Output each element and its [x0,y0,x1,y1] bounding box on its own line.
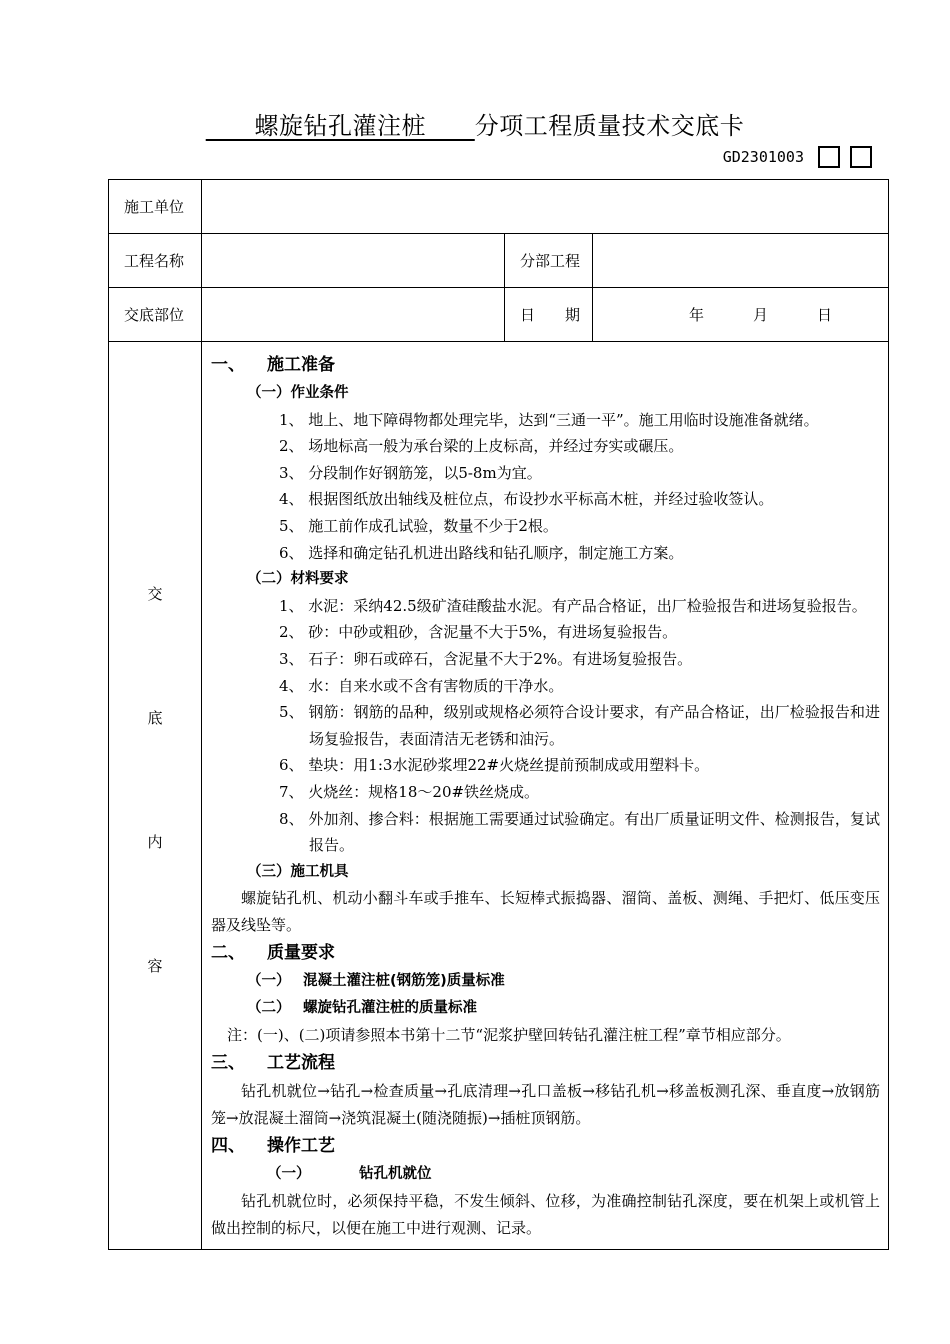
list-item: 4、 根据图纸放出轴线及桩位点，布设抄水平标高木桩，并经过验收签认。 [279,490,774,509]
list-item: 4、 水：自来水或不含有害物质的干净水。 [279,676,564,695]
list-item: 2、 场地标高一般为承台梁的上皮标高，并经过夯实或碾压。 [279,437,684,456]
list-item: 1、 水泥：采纳42.5级矿渣硅酸盐水泥。有产品合格证，出厂检验报告和进场复验报告。 [279,596,867,615]
subsection-heading: （二） 螺旋钻孔灌注桩的质量标准 [247,1000,477,1017]
subsection-heading: （一） 混凝土灌注桩(钢筋笼)质量标准 [247,973,505,990]
subproject-label: 分部工程 [505,234,593,288]
date-month: 月 [752,306,768,324]
subsection-heading: （一） 钻孔机就位 [267,1166,432,1183]
side-char: 内 [147,833,163,851]
list-item: 7、 火烧丝：规格18～20#铁丝烧成。 [279,782,540,801]
paragraph: 钻孔机就位时，必须保持平稳，不发生倾斜、位移，为准确控制钻孔深度，要在机架上或机管上做出控制的标尺，以便在施工中进行观测、记录。 [211,1192,881,1237]
subsection-heading: （三）施工机具 [247,863,349,880]
construction-unit-label: 施工单位 [109,180,202,234]
section-heading: 四、 操作工艺 [211,1136,335,1157]
list-item: 6、 选择和确定钻孔机进出路线和钻孔顺序，制定施工方案。 [279,543,684,562]
subproject-field[interactable] [593,234,889,288]
disclosure-card-table [108,179,889,1250]
list-item: 3、 石子：卵石或碎石，含泥量不大于2%。有进场复验报告。 [279,649,693,668]
date-field[interactable] [593,288,889,342]
checkbox-1[interactable] [818,146,840,168]
section-heading: 一、 施工准备 [211,355,335,375]
checkbox-2[interactable] [850,146,872,168]
list-item: 8、 外加剂、掺合料：根据施工需要通过试验确定。有出厂质量证明文件、检测报告，复试报告。 [279,809,881,855]
construction-unit-field[interactable] [202,180,889,234]
document-code-row [723,146,872,168]
project-name-label: 工程名称 [109,234,202,288]
title-project-name: 螺旋钻孔灌注桩 [205,112,475,140]
side-char: 底 [147,709,163,727]
disclosure-part-label: 交底部位 [109,288,202,342]
list-item: 3、 分段制作好钢筋笼，以5-8m为宜。 [279,463,542,482]
list-item: 5、 施工前作成孔试验，数量不少于2根。 [279,516,558,535]
subsection-heading: （一）作业条件 [247,385,349,401]
disclosure-part-field[interactable] [202,288,505,342]
section-heading: 二、 质量要求 [211,943,335,964]
disclosure-content [202,342,889,1250]
title-card-name: 分项工程质量技术交底卡 [474,112,745,140]
list-item: 2、 砂：中砂或粗砂，含泥量不大于5%，有进场复验报告。 [279,623,678,642]
list-item: 6、 垫块：用1:3水泥砂浆埋22#火烧丝提前预制成或用塑料卡。 [279,756,710,775]
paragraph: 钻孔机就位→钻孔→检查质量→孔底清理→孔口盖板→移钻孔机→移盖板测孔深、垂直度→放钢筋笼→放混凝土溜筒→浇筑混凝土(随浇随振)→插桩顶钢筋。 [211,1082,881,1127]
disclosure-content-side-label [109,342,202,1250]
subsection-heading: （二）材料要求 [247,571,349,588]
project-name-field[interactable] [202,234,505,288]
document-title [0,106,950,141]
list-item: 5、 钢筋：钢筋的品种，级别或规格必须符合设计要求，有产品合格证，出厂检验报告和进场复验报告，表面清洁无老锈和油污。 [279,703,881,748]
date-day: 日 [816,306,832,324]
paragraph: 螺旋钻孔机、机动小翻斗车或手推车、长短棒式振捣器、溜筒、盖板、测绳、手把灯、低压变压器及线坠等。 [211,889,881,934]
date-label: 日 期 [505,288,593,342]
date-year: 年 [688,306,704,324]
document-code: GD2301003 [722,148,804,166]
side-char: 容 [147,957,163,975]
section-heading: 三、 工艺流程 [211,1053,335,1074]
side-char: 交 [147,585,163,603]
list-item: 1、 地上、地下障碍物都处理完毕，达到“三通一平”。施工用临时设施准备就绪。 [279,410,819,429]
note: 注：(一)、(二)项请参照本书第十二节“泥浆护壁回转钻孔灌注桩工程”章节相应部分。 [227,1025,791,1044]
